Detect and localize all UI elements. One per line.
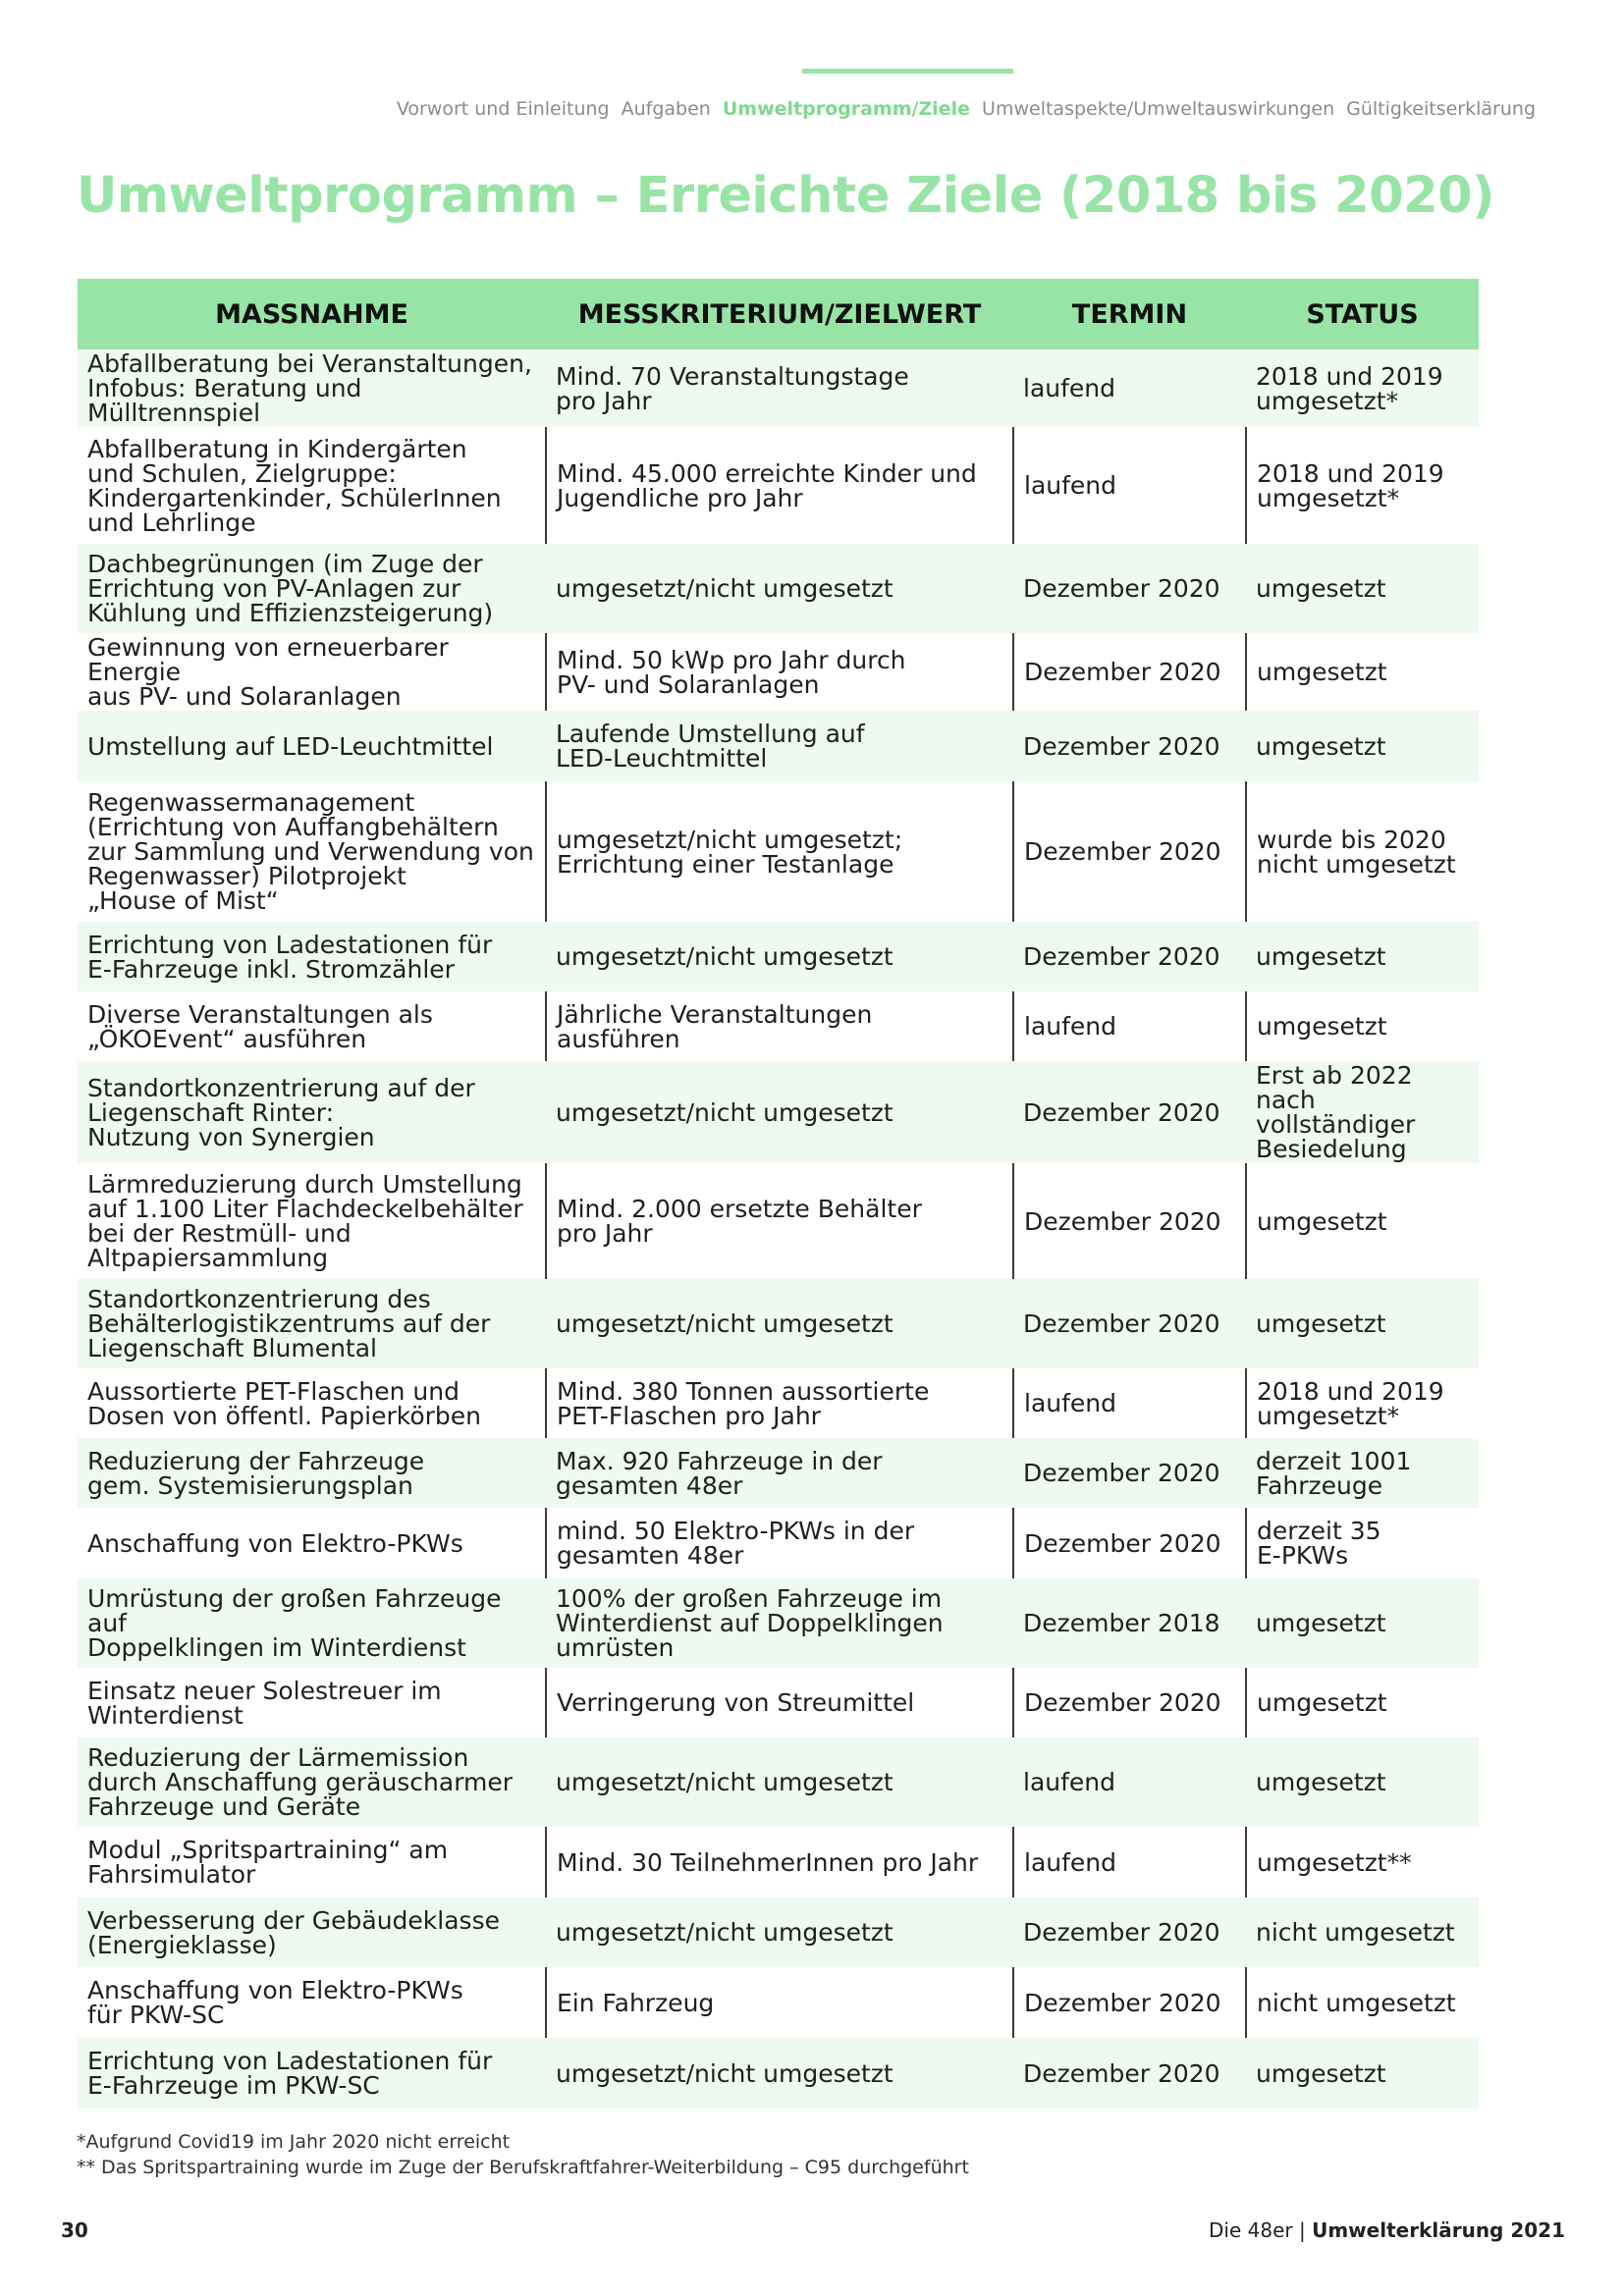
messkriterium-cell: Mind. 2.000 ersetzte Behälter pro Jahr — [546, 1163, 1013, 1279]
termin-cell: Dezember 2020 — [1013, 544, 1246, 633]
messkriterium-cell: mind. 50 Elektro-PKWs in der gesamten 48er — [546, 1508, 1013, 1578]
messkriterium-cell: umgesetzt/nicht umgesetzt — [546, 544, 1013, 633]
messkriterium-cell: Verringerung von Streumittel — [546, 1668, 1013, 1737]
table-row — [78, 991, 1479, 1061]
termin-cell: Dezember 2020 — [1013, 633, 1246, 711]
massnahme-cell: Einsatz neuer Solestreuer im Winterdienst — [78, 1668, 546, 1737]
status-cell: nicht umgesetzt — [1246, 1967, 1479, 2038]
termin-cell: Dezember 2020 — [1013, 1279, 1246, 1368]
massnahme-cell: Umrüstung der großen Fahrzeuge auf Doppelklingen im Winterdienst — [78, 1578, 546, 1668]
messkriterium-cell: umgesetzt/nicht umgesetzt — [546, 1737, 1013, 1827]
status-cell: umgesetzt — [1246, 1668, 1479, 1737]
messkriterium-cell: umgesetzt/nicht umgesetzt — [546, 1279, 1013, 1368]
messkriterium-cell: Mind. 45.000 erreichte Kinder und Jugendliche pro Jahr — [546, 427, 1013, 544]
page-number: 30 — [61, 2218, 88, 2242]
status-cell: Erst ab 2022 nach vollständiger Besiedelung — [1246, 1061, 1479, 1163]
table-row — [78, 711, 1479, 781]
status-cell: umgesetzt — [1246, 991, 1479, 1061]
nav-link[interactable]: Umweltprogramm/Ziele — [722, 98, 971, 120]
massnahme-cell: Regenwassermanagement (Errichtung von Auffangbehältern zur Sammlung und Verwendung von Regenwasser) Pilotprojekt „House of Mist“ — [78, 781, 546, 922]
termin-cell: laufend — [1013, 1827, 1246, 1897]
termin-cell: Dezember 2020 — [1013, 1967, 1246, 2038]
termin-cell: Dezember 2020 — [1013, 1061, 1246, 1163]
messkriterium-cell: Ein Fahrzeug — [546, 1967, 1013, 2038]
messkriterium-cell: Max. 920 Fahrzeuge in der gesamten 48er — [546, 1438, 1013, 1508]
massnahme-cell: Umstellung auf LED-Leuchtmittel — [78, 711, 546, 781]
environmental-program-table — [78, 279, 1479, 2109]
massnahme-cell: Standortkonzentrierung auf der Liegenschaft Rinter: Nutzung von Synergien — [78, 1061, 546, 1163]
messkriterium-cell: umgesetzt/nicht umgesetzt; Errichtung einer Testanlage — [546, 781, 1013, 922]
section-links — [397, 98, 1536, 120]
messkriterium-cell: umgesetzt/nicht umgesetzt — [546, 1061, 1013, 1163]
termin-cell: laufend — [1013, 1368, 1246, 1438]
massnahme-cell: Abfallberatung in Kindergärten und Schulen, Zielgruppe: Kindergartenkinder, SchülerInnen und Lehrlinge — [78, 427, 546, 544]
massnahme-cell: Anschaffung von Elektro-PKWs — [78, 1508, 546, 1578]
messkriterium-cell: umgesetzt/nicht umgesetzt — [546, 2038, 1013, 2109]
status-cell: wurde bis 2020 nicht umgesetzt — [1246, 781, 1479, 922]
table-row — [78, 1668, 1479, 1737]
termin-cell: Dezember 2020 — [1013, 922, 1246, 991]
termin-cell: Dezember 2020 — [1013, 781, 1246, 922]
massnahme-cell: Dachbegrünungen (im Zuge der Errichtung von PV-Anlagen zur Kühlung und Effizienzsteigerung) — [78, 544, 546, 633]
status-cell: umgesetzt — [1246, 544, 1479, 633]
header-messkriterium: MESSKRITERIUM/ZIELWERT — [546, 279, 1013, 349]
top-navigation — [393, 69, 1536, 128]
header-termin: TERMIN — [1013, 279, 1246, 349]
massnahme-cell: Modul „Spritspartraining“ am Fahrsimulator — [78, 1827, 546, 1897]
messkriterium-cell: umgesetzt/nicht umgesetzt — [546, 922, 1013, 991]
header-status: STATUS — [1246, 279, 1479, 349]
footnote-spritspartraining: ** Das Spritspartraining wurde im Zuge der Berufskraftfahrer-Weiterbildung – C95 durchgeführt — [77, 2156, 969, 2178]
nav-link[interactable]: Gültigkeitserklärung — [1346, 98, 1536, 120]
document-footer — [1209, 2218, 1565, 2242]
status-cell: umgesetzt — [1246, 1279, 1479, 1368]
footnotes — [77, 2130, 969, 2180]
status-cell: umgesetzt** — [1246, 1827, 1479, 1897]
document-name: Umwelterklärung 2021 — [1312, 2218, 1565, 2242]
table-row — [78, 349, 1479, 427]
status-cell: derzeit 1001 Fahrzeuge — [1246, 1438, 1479, 1508]
table-row — [78, 781, 1479, 922]
nav-link[interactable]: Aufgaben — [621, 98, 711, 120]
status-cell: umgesetzt — [1246, 1737, 1479, 1827]
status-cell: nicht umgesetzt — [1246, 1897, 1479, 1967]
table-row — [78, 1508, 1479, 1578]
messkriterium-cell: Jährliche Veranstaltungen ausführen — [546, 991, 1013, 1061]
massnahme-cell: Verbesserung der Gebäudeklasse (Energieklasse) — [78, 1897, 546, 1967]
status-cell: derzeit 35 E-PKWs — [1246, 1508, 1479, 1578]
massnahme-cell: Errichtung von Ladestationen für E-Fahrzeuge im PKW-SC — [78, 2038, 546, 2109]
table-header-row — [78, 279, 1479, 349]
status-cell: umgesetzt — [1246, 1578, 1479, 1668]
massnahme-cell: Lärmreduzierung durch Umstellung auf 1.100 Liter Flachdeckelbehälter bei der Restmüll- und Altpapiersammlung — [78, 1163, 546, 1279]
massnahme-cell: Standortkonzentrierung des Behälterlogistikzentrums auf der Liegenschaft Blumental — [78, 1279, 546, 1368]
massnahme-cell: Reduzierung der Fahrzeuge gem. Systemisierungsplan — [78, 1438, 546, 1508]
status-cell: umgesetzt — [1246, 1163, 1479, 1279]
table-row — [78, 1368, 1479, 1438]
termin-cell: Dezember 2020 — [1013, 2038, 1246, 2109]
termin-cell: laufend — [1013, 427, 1246, 544]
massnahme-cell: Diverse Veranstaltungen als „ÖKOEvent“ ausführen — [78, 991, 546, 1061]
table-row — [78, 2038, 1479, 2109]
header-massnahme: MASSNAHME — [78, 279, 546, 349]
table-row — [78, 1578, 1479, 1668]
termin-cell: laufend — [1013, 991, 1246, 1061]
table-row — [78, 1737, 1479, 1827]
massnahme-cell: Reduzierung der Lärmemission durch Anschaffung geräuscharmer Fahrzeuge und Geräte — [78, 1737, 546, 1827]
termin-cell: Dezember 2018 — [1013, 1578, 1246, 1668]
termin-cell: Dezember 2020 — [1013, 1438, 1246, 1508]
table-row — [78, 1279, 1479, 1368]
termin-cell: laufend — [1013, 349, 1246, 427]
table-row — [78, 1967, 1479, 2038]
table-row — [78, 633, 1479, 711]
table-row — [78, 1438, 1479, 1508]
messkriterium-cell: umgesetzt/nicht umgesetzt — [546, 1897, 1013, 1967]
massnahme-cell: Abfallberatung bei Veranstaltungen, Infobus: Beratung und Mülltrennspiel — [78, 349, 546, 427]
page-title: Umweltprogramm – Erreichte Ziele (2018 bis 2020) — [77, 167, 1494, 225]
footnote-covid: *Aufgrund Covid19 im Jahr 2020 nicht erreicht — [77, 2131, 511, 2153]
status-cell: 2018 und 2019 umgesetzt* — [1246, 1368, 1479, 1438]
status-cell: 2018 und 2019 umgesetzt* — [1246, 349, 1479, 427]
nav-link[interactable]: Vorwort und Einleitung — [396, 98, 610, 120]
termin-cell: Dezember 2020 — [1013, 1897, 1246, 1967]
messkriterium-cell: Laufende Umstellung auf LED-Leuchtmittel — [546, 711, 1013, 781]
termin-cell: laufend — [1013, 1737, 1246, 1827]
termin-cell: Dezember 2020 — [1013, 1163, 1246, 1279]
massnahme-cell: Gewinnung von erneuerbarer Energie aus PV- und Solaranlagen — [78, 633, 546, 711]
messkriterium-cell: 100% der großen Fahrzeuge im Winterdienst auf Doppelklingen umrüsten — [546, 1578, 1013, 1668]
messkriterium-cell: Mind. 30 TeilnehmerInnen pro Jahr — [546, 1827, 1013, 1897]
table-row — [78, 1827, 1479, 1897]
massnahme-cell: Aussortierte PET-Flaschen und Dosen von öffentl. Papierkörben — [78, 1368, 546, 1438]
nav-link[interactable]: Umweltaspekte/Umweltauswirkungen — [982, 98, 1335, 120]
termin-cell: Dezember 2020 — [1013, 1668, 1246, 1737]
status-cell: umgesetzt — [1246, 2038, 1479, 2109]
table-row — [78, 1163, 1479, 1279]
messkriterium-cell: Mind. 50 kWp pro Jahr durch PV- und Solaranlagen — [546, 633, 1013, 711]
messkriterium-cell: Mind. 70 Veranstaltungstage pro Jahr — [546, 349, 1013, 427]
termin-cell: Dezember 2020 — [1013, 1508, 1246, 1578]
termin-cell: Dezember 2020 — [1013, 711, 1246, 781]
massnahme-cell: Errichtung von Ladestationen für E-Fahrzeuge inkl. Stromzähler — [78, 922, 546, 991]
status-cell: 2018 und 2019 umgesetzt* — [1246, 427, 1479, 544]
table-row — [78, 1897, 1479, 1967]
active-section-indicator — [802, 69, 1013, 74]
messkriterium-cell: Mind. 380 Tonnen aussortierte PET-Flaschen pro Jahr — [546, 1368, 1013, 1438]
footer-separator: | — [1298, 2218, 1306, 2242]
publisher-name: Die 48er — [1209, 2218, 1293, 2242]
status-cell: umgesetzt — [1246, 922, 1479, 991]
table-row — [78, 427, 1479, 544]
status-cell: umgesetzt — [1246, 633, 1479, 711]
table-row — [78, 1061, 1479, 1163]
table-row — [78, 922, 1479, 991]
massnahme-cell: Anschaffung von Elektro-PKWs für PKW-SC — [78, 1967, 546, 2038]
table-row — [78, 544, 1479, 633]
status-cell: umgesetzt — [1246, 711, 1479, 781]
